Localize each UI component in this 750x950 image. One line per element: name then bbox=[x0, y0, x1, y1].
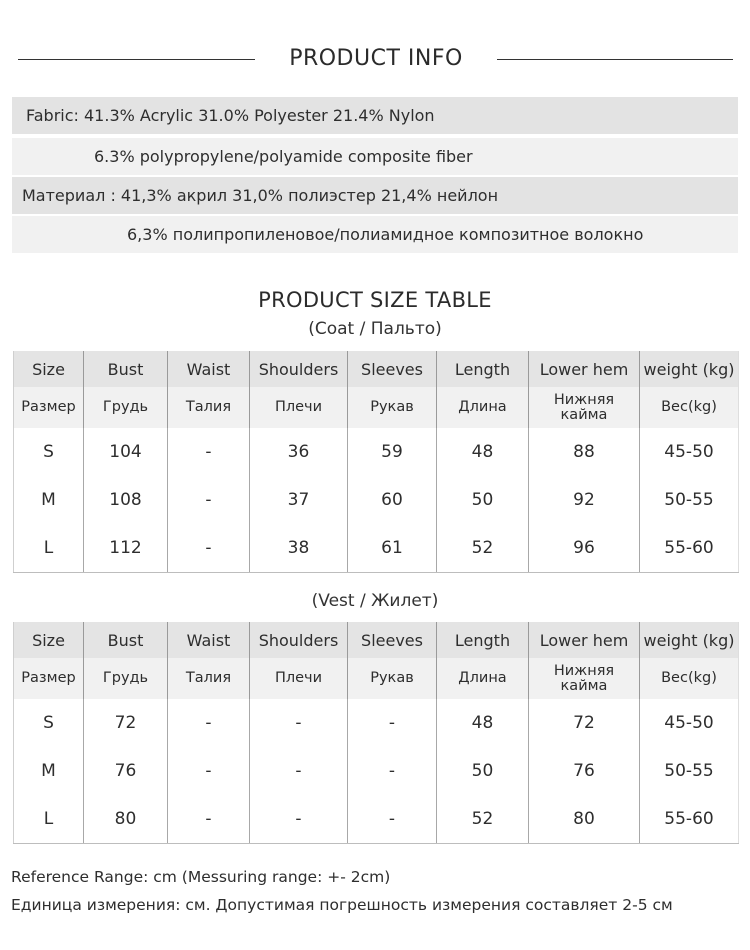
cell-waist: - bbox=[168, 476, 250, 524]
cell-sleeves: 61 bbox=[348, 524, 437, 572]
cell-sleeves: 60 bbox=[348, 476, 437, 524]
product-info-header bbox=[0, 40, 750, 80]
header-weight: weight (kg) bbox=[640, 351, 739, 387]
product-info-title: PRODUCT INFO bbox=[289, 46, 463, 71]
vest-size-table bbox=[13, 622, 739, 844]
header-bust-ru: Грудь bbox=[84, 387, 168, 428]
table-header-row-ru bbox=[14, 658, 739, 699]
header-bust: Bust bbox=[84, 351, 168, 387]
table-row bbox=[14, 428, 739, 476]
header-divider-right bbox=[497, 59, 733, 60]
header-shoulders-ru: Плечи bbox=[250, 658, 348, 699]
header-sleeves-ru: Рукав bbox=[348, 658, 437, 699]
cell-sleeves: - bbox=[348, 699, 437, 747]
cell-shoulders: 37 bbox=[250, 476, 348, 524]
header-waist: Waist bbox=[168, 622, 250, 658]
cell-bust: 108 bbox=[84, 476, 168, 524]
cell-weight: 55-60 bbox=[640, 795, 739, 843]
header-length: Length bbox=[437, 622, 529, 658]
header-length-ru: Длина bbox=[437, 658, 529, 699]
cell-waist: - bbox=[168, 795, 250, 843]
header-bust: Bust bbox=[84, 622, 168, 658]
cell-length: 48 bbox=[437, 699, 529, 747]
measurement-tolerance-note: Единица измерения: см. Допустимая погрешность измерения составляет 2-5 см bbox=[11, 896, 673, 914]
fabric-info-row-ru-cont: 6,3% полипропиленовое/полиамидное композитное волокно bbox=[12, 216, 738, 253]
cell-shoulders: 38 bbox=[250, 524, 348, 572]
header-size-ru: Размер bbox=[14, 658, 84, 699]
cell-lower-hem: 92 bbox=[529, 476, 640, 524]
header-size: Size bbox=[14, 622, 84, 658]
cell-weight: 45-50 bbox=[640, 699, 739, 747]
size-table-title: PRODUCT SIZE TABLE bbox=[258, 288, 492, 312]
header-waist-ru: Талия bbox=[168, 387, 250, 428]
cell-lower-hem: 80 bbox=[529, 795, 640, 843]
table-row bbox=[14, 795, 739, 843]
header-bust-ru: Грудь bbox=[84, 658, 168, 699]
cell-length: 50 bbox=[437, 747, 529, 795]
table-row bbox=[14, 747, 739, 795]
cell-lower-hem: 72 bbox=[529, 699, 640, 747]
cell-bust: 112 bbox=[84, 524, 168, 572]
header-size: Size bbox=[14, 351, 84, 387]
cell-lower-hem: 96 bbox=[529, 524, 640, 572]
fabric-info-row-ru: Материал : 41,3% акрил 31,0% полиэстер 21,4% нейлон bbox=[12, 177, 738, 214]
vest-subtitle: (Vest / Жилет) bbox=[311, 591, 439, 611]
header-weight: weight (kg) bbox=[640, 622, 739, 658]
coat-size-table bbox=[13, 351, 739, 573]
cell-waist: - bbox=[168, 524, 250, 572]
cell-length: 48 bbox=[437, 428, 529, 476]
cell-weight: 50-55 bbox=[640, 747, 739, 795]
header-size-ru: Размер bbox=[14, 387, 84, 428]
cell-lower-hem: 76 bbox=[529, 747, 640, 795]
table-header-row-ru bbox=[14, 387, 739, 428]
table-header-row-en bbox=[14, 622, 739, 658]
header-lower-hem: Lower hem bbox=[529, 351, 640, 387]
cell-bust: 80 bbox=[84, 795, 168, 843]
fabric-info-row-en: Fabric: 41.3% Acrylic 31.0% Polyester 21.4% Nylon bbox=[12, 97, 738, 134]
cell-sleeves: - bbox=[348, 747, 437, 795]
fabric-info-row-en-cont: 6.3% polypropylene/polyamide composite fiber bbox=[12, 138, 738, 175]
header-lower-hem-ru: Нижняя кайма bbox=[529, 658, 640, 699]
header-shoulders: Shoulders bbox=[250, 351, 348, 387]
cell-size: M bbox=[14, 476, 84, 524]
cell-bust: 72 bbox=[84, 699, 168, 747]
cell-sleeves: - bbox=[348, 795, 437, 843]
cell-size: L bbox=[14, 524, 84, 572]
cell-size: S bbox=[14, 699, 84, 747]
header-length: Length bbox=[437, 351, 529, 387]
cell-length: 50 bbox=[437, 476, 529, 524]
cell-length: 52 bbox=[437, 524, 529, 572]
cell-weight: 45-50 bbox=[640, 428, 739, 476]
cell-sleeves: 59 bbox=[348, 428, 437, 476]
table-header-row-en bbox=[14, 351, 739, 387]
header-sleeves: Sleeves bbox=[348, 622, 437, 658]
cell-size: L bbox=[14, 795, 84, 843]
header-shoulders-ru: Плечи bbox=[250, 387, 348, 428]
cell-shoulders: - bbox=[250, 795, 348, 843]
cell-length: 52 bbox=[437, 795, 529, 843]
table-row bbox=[14, 476, 739, 524]
cell-shoulders: - bbox=[250, 699, 348, 747]
header-length-ru: Длина bbox=[437, 387, 529, 428]
header-weight-ru: Вес(kg) bbox=[640, 387, 739, 428]
cell-waist: - bbox=[168, 747, 250, 795]
table-row bbox=[14, 524, 739, 572]
header-sleeves-ru: Рукав bbox=[348, 387, 437, 428]
header-lower-hem-ru: Нижняя кайма bbox=[529, 387, 640, 428]
header-waist: Waist bbox=[168, 351, 250, 387]
cell-weight: 55-60 bbox=[640, 524, 739, 572]
header-shoulders: Shoulders bbox=[250, 622, 348, 658]
header-lower-hem: Lower hem bbox=[529, 622, 640, 658]
header-weight-ru: Вес(kg) bbox=[640, 658, 739, 699]
cell-shoulders: - bbox=[250, 747, 348, 795]
cell-waist: - bbox=[168, 428, 250, 476]
cell-shoulders: 36 bbox=[250, 428, 348, 476]
header-sleeves: Sleeves bbox=[348, 351, 437, 387]
table-row bbox=[14, 699, 739, 747]
cell-size: M bbox=[14, 747, 84, 795]
cell-bust: 76 bbox=[84, 747, 168, 795]
cell-lower-hem: 88 bbox=[529, 428, 640, 476]
cell-size: S bbox=[14, 428, 84, 476]
header-divider-left bbox=[18, 59, 255, 60]
header-waist-ru: Талия bbox=[168, 658, 250, 699]
coat-subtitle: (Coat / Пальто) bbox=[308, 319, 442, 339]
reference-range-note: Reference Range: cm (Messuring range: +- 2cm) bbox=[11, 868, 391, 886]
cell-waist: - bbox=[168, 699, 250, 747]
cell-bust: 104 bbox=[84, 428, 168, 476]
cell-weight: 50-55 bbox=[640, 476, 739, 524]
